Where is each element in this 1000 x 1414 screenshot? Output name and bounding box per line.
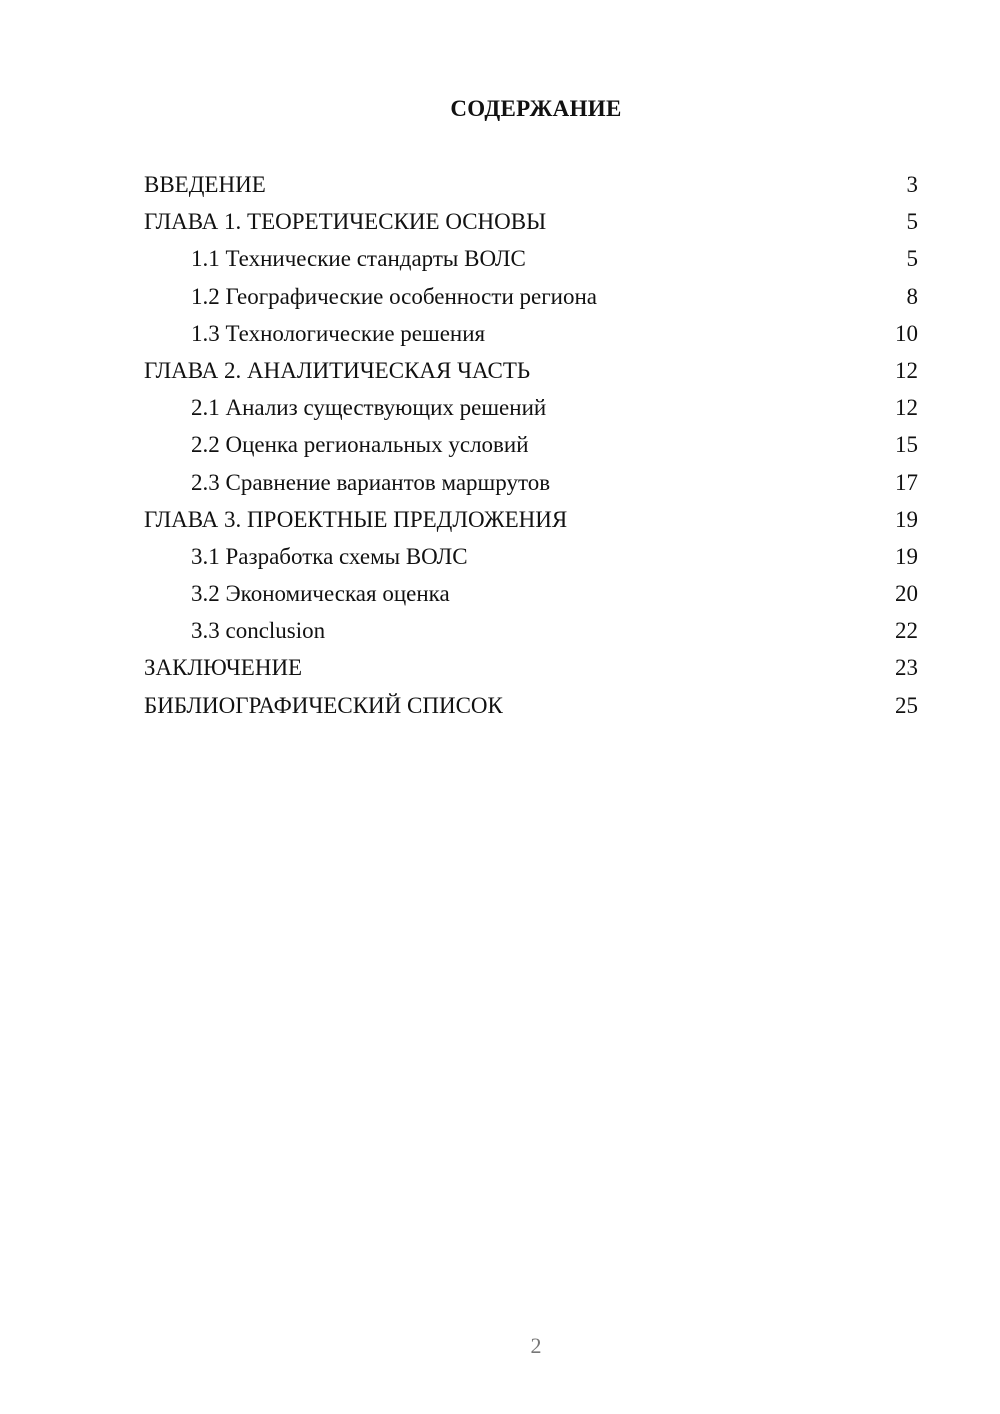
toc-entry-page: 19	[895, 543, 918, 569]
toc-entry-page: 12	[895, 395, 918, 421]
toc-entry-page: 15	[895, 432, 918, 458]
toc-entry-section-1-1[interactable]	[144, 240, 918, 277]
table-of-contents	[144, 166, 918, 724]
toc-entry-label: 2.3 Сравнение вариантов маршрутов	[191, 469, 551, 495]
toc-entry-label: 3.1 Разработка схемы ВОЛС	[191, 543, 468, 569]
toc-entry-page: 3	[906, 172, 918, 197]
toc-entry-label: 2.1 Анализ существующих решений	[191, 395, 547, 421]
toc-entry-section-3-1[interactable]	[144, 538, 918, 575]
toc-entry-chapter-2[interactable]	[144, 352, 918, 389]
toc-entry-section-2-1[interactable]	[144, 389, 918, 426]
toc-entry-label: ЗАКЛЮЧЕНИЕ	[144, 655, 303, 681]
page-number: 2	[530, 1333, 542, 1358]
toc-entry-label: 1.3 Технологические решения	[191, 320, 486, 346]
toc-entry-chapter-3[interactable]	[144, 501, 918, 538]
toc-entry-page: 25	[895, 692, 918, 718]
toc-entry-section-2-3[interactable]	[144, 464, 918, 501]
toc-entry-label: 3.2 Экономическая оценка	[191, 581, 450, 607]
toc-entry-label: 1.1 Технические стандарты ВОЛС	[191, 246, 526, 272]
page-title: СОДЕРЖАНИЕ	[450, 96, 622, 121]
toc-entry-label: 1.2 Географические особенности региона	[191, 283, 597, 309]
toc-entry-label: ГЛАВА 3. ПРОЕКТНЫЕ ПРЕДЛОЖЕНИЯ	[144, 506, 568, 532]
toc-entry-introduction[interactable]	[144, 166, 918, 203]
toc-entry-label: ГЛАВА 1. ТЕОРЕТИЧЕСКИЕ ОСНОВЫ	[144, 209, 547, 235]
toc-entry-page: 19	[895, 506, 918, 532]
toc-entry-page: 17	[895, 469, 918, 495]
toc-entry-section-2-2[interactable]	[144, 426, 918, 463]
toc-entry-page: 10	[895, 320, 918, 346]
toc-entry-label: 3.3 conclusion	[191, 618, 326, 644]
toc-entry-section-3-3[interactable]	[144, 612, 918, 649]
toc-entry-label: БИБЛИОГРАФИЧЕСКИЙ СПИСОК	[144, 692, 503, 718]
toc-entry-page: 20	[895, 581, 918, 607]
toc-entry-label: 2.2 Оценка региональных условий	[191, 432, 529, 458]
toc-entry-section-1-2[interactable]	[144, 278, 918, 315]
toc-entry-section-1-3[interactable]	[144, 315, 918, 352]
toc-entry-page: 5	[906, 246, 918, 272]
toc-entry-page: 8	[906, 283, 918, 309]
toc-entry-page: 23	[895, 655, 918, 681]
toc-entry-label: ГЛАВА 2. АНАЛИТИЧЕСКАЯ ЧАСТЬ	[144, 357, 531, 383]
toc-entry-page: 12	[895, 357, 918, 383]
toc-entry-section-3-2[interactable]	[144, 575, 918, 612]
toc-entry-bibliography[interactable]	[144, 687, 918, 724]
toc-entry-page: 5	[906, 209, 918, 235]
toc-entry-chapter-1[interactable]	[144, 203, 918, 240]
toc-entry-conclusion[interactable]	[144, 649, 918, 686]
toc-entry-page: 22	[895, 618, 918, 644]
toc-entry-label: ВВЕДЕНИЕ	[144, 172, 266, 197]
